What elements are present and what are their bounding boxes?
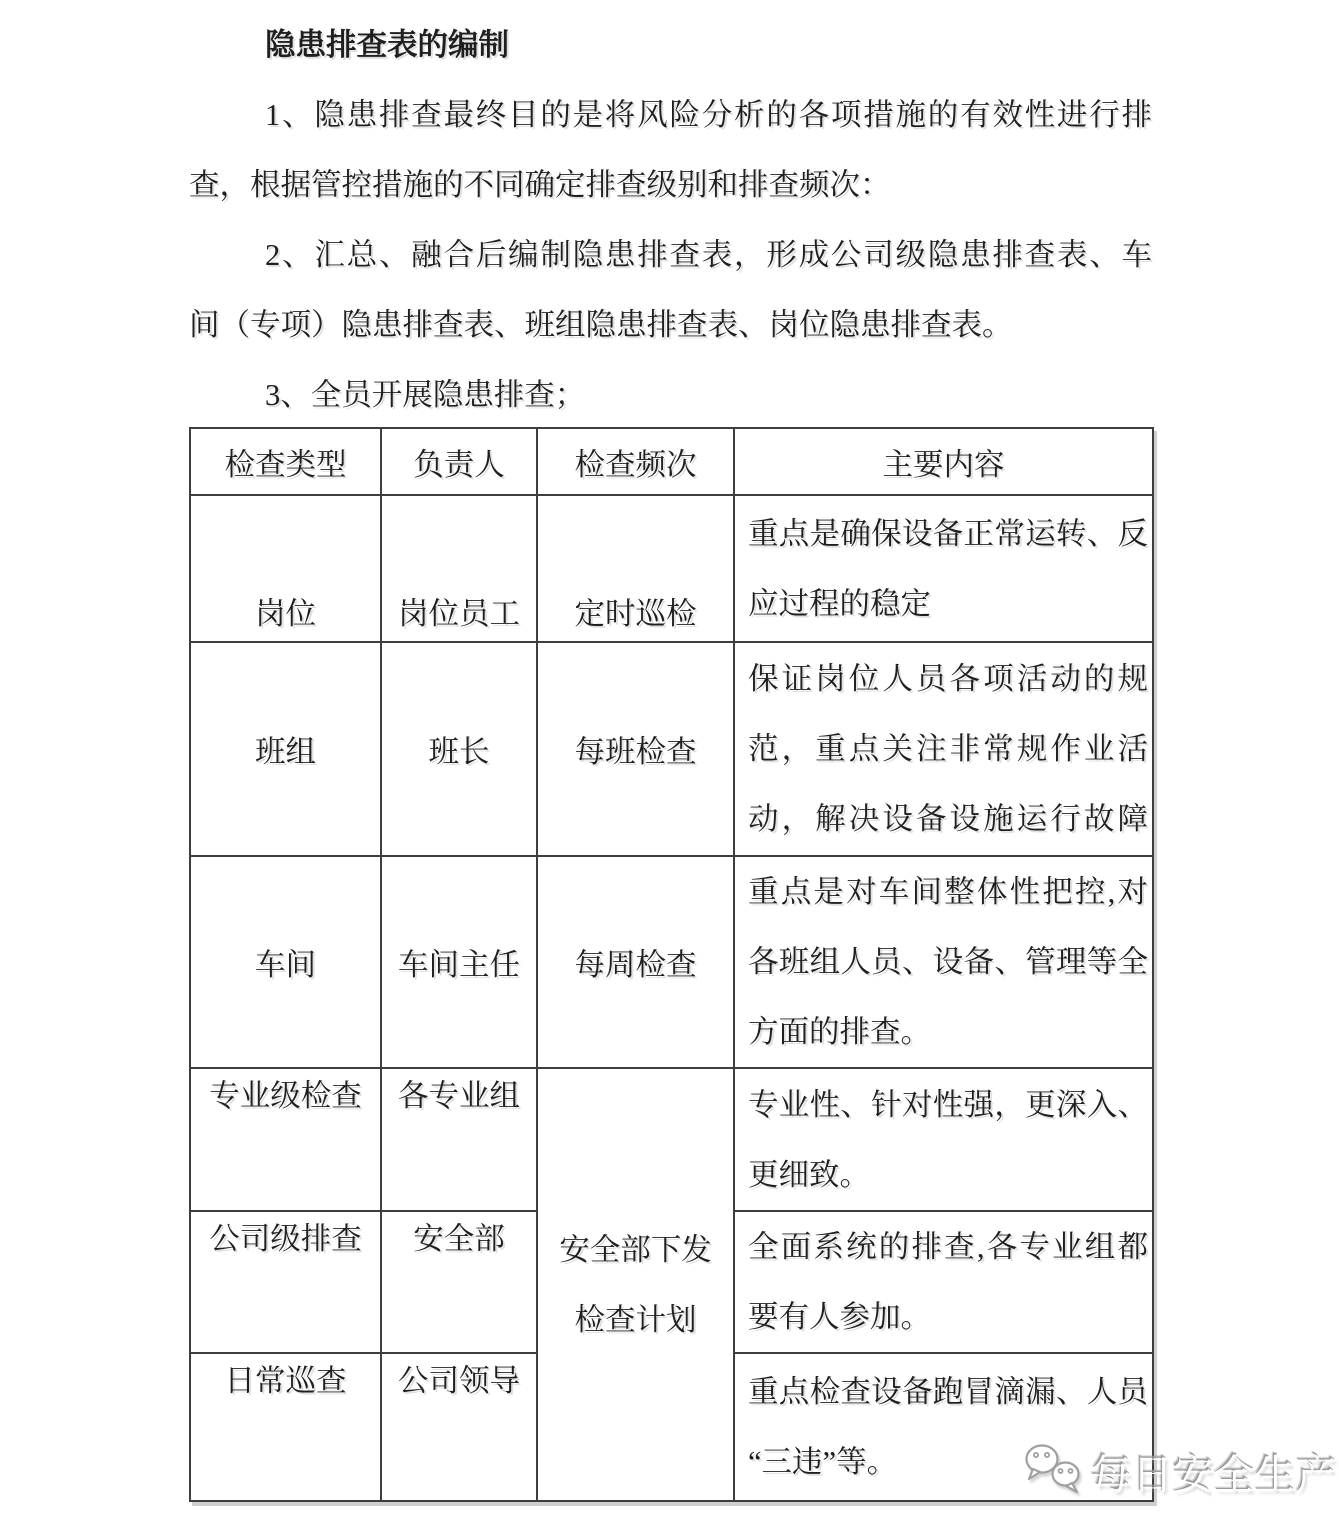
table-row bbox=[190, 856, 1153, 1068]
content-line: 要有人参加。 bbox=[748, 1300, 931, 1334]
cell-content bbox=[734, 1211, 1153, 1353]
wechat-icon bbox=[1022, 1442, 1086, 1509]
header-check-type: 检查类型 bbox=[190, 428, 381, 495]
content-line: “三违”等。 bbox=[748, 1445, 898, 1479]
paragraph-line: 3、全员开展隐患排查； bbox=[265, 378, 586, 412]
cell-type: 公司级排查 bbox=[190, 1211, 381, 1353]
table-header-row bbox=[190, 428, 1153, 495]
cell-type: 班组 bbox=[190, 642, 381, 856]
cell-owner: 车间主任 bbox=[381, 856, 537, 1068]
cell-owner: 安全部 bbox=[381, 1211, 537, 1353]
cell-content bbox=[734, 856, 1153, 1068]
cell-frequency: 定时巡检 bbox=[537, 495, 734, 642]
content-line: 重点是对车间整体性把控,对 bbox=[748, 875, 1148, 909]
cell-frequency: 每周检查 bbox=[537, 856, 734, 1068]
content-line: 全面系统的排查,各专业组都 bbox=[748, 1230, 1148, 1264]
content-line: 应过程的稳定 bbox=[748, 586, 931, 621]
content-line: 重点检查设备跑冒滴漏、人员 bbox=[748, 1375, 1148, 1409]
cell-content bbox=[734, 642, 1153, 856]
content-line: 动，解决设备设施运行故障 bbox=[748, 802, 1148, 836]
table-row bbox=[190, 495, 1153, 642]
cell-owner: 岗位员工 bbox=[381, 495, 537, 642]
cell-content bbox=[734, 495, 1153, 642]
merged-frequency-cell bbox=[537, 1068, 734, 1501]
paragraph-line: 间（专项）隐患排查表、班组隐患排查表、岗位隐患排查表。 bbox=[189, 308, 1013, 342]
cell-owner: 各专业组 bbox=[381, 1068, 537, 1211]
content-line: 重点是确保设备正常运转、反 bbox=[748, 516, 1148, 551]
table-row bbox=[190, 642, 1153, 856]
header-owner: 负责人 bbox=[381, 428, 537, 495]
paragraph-line: 查，根据管控措施的不同确定排查级别和排查频次： bbox=[189, 168, 891, 202]
cell-type: 专业级检查 bbox=[190, 1068, 381, 1211]
merged-frequency-line: 安全部下发 bbox=[559, 1232, 712, 1267]
cell-owner: 班长 bbox=[381, 642, 537, 856]
watermark-text: 每日安全生产 bbox=[1091, 1451, 1337, 1498]
paragraph-line: 1、隐患排查最终目的是将风险分析的各项措施的有效性进行排 bbox=[265, 98, 1152, 132]
content-line: 范，重点关注非常规作业活 bbox=[748, 732, 1148, 766]
content-line: 保证岗位人员各项活动的规 bbox=[748, 662, 1148, 696]
watermark bbox=[1022, 1442, 1337, 1509]
cell-content bbox=[734, 1068, 1153, 1211]
content-line: 方面的排查。 bbox=[748, 1015, 931, 1049]
header-main-content: 主要内容 bbox=[734, 428, 1153, 495]
cell-type: 岗位 bbox=[190, 495, 381, 642]
paragraph-line: 2、汇总、融合后编制隐患排查表，形成公司级隐患排查表、车 bbox=[265, 238, 1152, 272]
table-row bbox=[190, 1068, 1153, 1211]
content-line: 各班组人员、设备、管理等全 bbox=[748, 945, 1148, 979]
content-line: 专业性、针对性强，更深入、 bbox=[748, 1087, 1148, 1122]
cell-type: 日常巡查 bbox=[190, 1353, 381, 1501]
content-line: 更细致。 bbox=[748, 1157, 870, 1192]
header-frequency: 检查频次 bbox=[537, 428, 734, 495]
merged-frequency-line: 检查计划 bbox=[574, 1302, 697, 1337]
document-body bbox=[189, 10, 1152, 430]
cell-type: 车间 bbox=[190, 856, 381, 1068]
page-title: 隐患排查表的编制 bbox=[265, 28, 509, 62]
cell-owner: 公司领导 bbox=[381, 1353, 537, 1501]
cell-frequency: 每班检查 bbox=[537, 642, 734, 856]
inspection-table bbox=[189, 427, 1154, 1502]
